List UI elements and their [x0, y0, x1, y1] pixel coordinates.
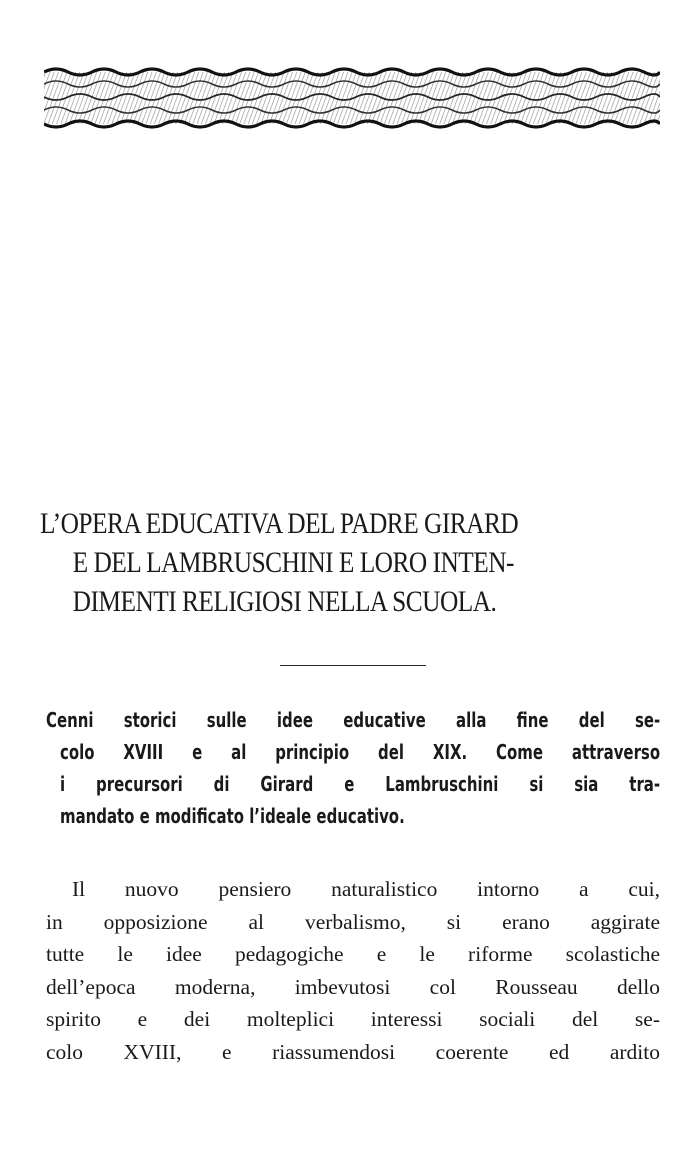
title-line: L’OPERA EDUCATIVA DEL PADRE GIRARD: [40, 508, 519, 540]
body-line: Il nuovo pensiero naturalistico intorno a cui,: [72, 877, 660, 901]
summary-line: mandato e modificato l’ideale educativo.: [60, 804, 405, 828]
body-line: tutte le idee pedagogiche e le riforme scolastiche: [46, 942, 660, 966]
body-line: colo XVIII, e riassumendosi coerente ed ardito: [46, 1039, 660, 1064]
summary-line: colo XVIII e al principio del XIX. Come attraverso: [60, 740, 661, 764]
title-line: E DEL LAMBRUSCHINI E LORO INTEN-: [72, 547, 514, 579]
title-line: DIMENTI RELIGIOSI NELLA SCUOLA.: [72, 586, 497, 618]
body-line: in opposizione al verbalismo, si erano aggirate: [46, 909, 660, 934]
chapter-summary: [46, 704, 660, 832]
body-line: dell’epoca moderna, imbevutosi col Rousseau dello: [46, 974, 660, 999]
body-line: spirito e dei molteplici interessi sociali del se-: [46, 1007, 660, 1031]
title-divider: [280, 665, 426, 666]
summary-line: Cenni storici sulle idee educative alla fine del se-: [46, 708, 661, 732]
summary-line: i precursori di Girard e Lambruschini si sia tra-: [60, 772, 661, 796]
decorative-header-ornament: [44, 64, 660, 132]
chapter-title: [40, 505, 582, 622]
body-paragraph: [46, 873, 660, 1068]
